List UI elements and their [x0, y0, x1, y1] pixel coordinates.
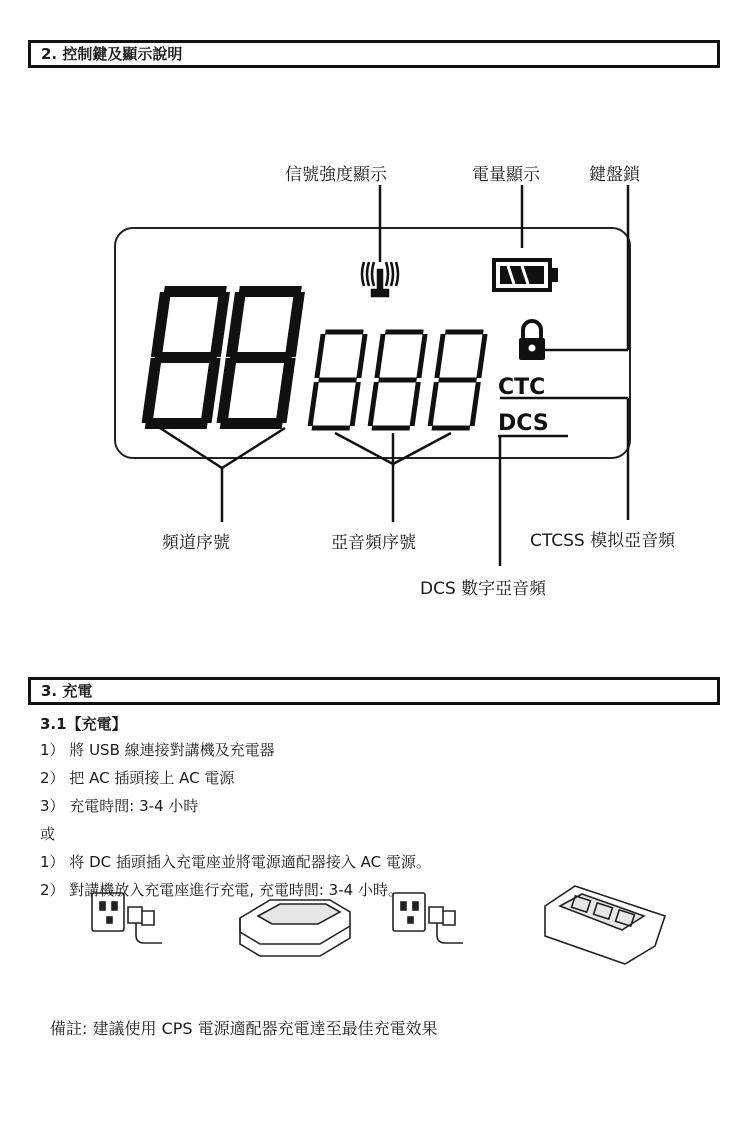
- signal-strength-icon: [362, 262, 398, 296]
- instruction-line: 1） 將 USB 線連接對講機及充電器: [40, 741, 275, 759]
- wall-adapter-icon-1: [92, 893, 162, 943]
- lock-icon: [519, 321, 545, 360]
- section-3-header: [28, 677, 720, 705]
- ctcss-label: CTCSS 模拟亞音頻: [530, 531, 676, 551]
- subtone-number-label: 亞音頻序號: [331, 533, 416, 553]
- instruction-line: 或: [40, 825, 56, 843]
- channel-digits: [141, 286, 306, 429]
- channel-number-label: 頻道序號: [162, 533, 230, 553]
- section-3-1-heading: 3.1【充電】: [40, 715, 127, 733]
- dcs-label: DCS 數字亞音頻: [420, 579, 547, 599]
- lcd-dcs-text: DCS: [498, 411, 549, 436]
- section-3-title: 3. 充電: [41, 682, 93, 700]
- subtone-digits: [310, 332, 485, 428]
- instruction-line: 2） 對講機放入充電座進行充電, 充電時間: 3-4 小時。: [40, 881, 403, 899]
- wall-adapter-icon-2: [393, 893, 463, 943]
- charging-dock-icon: [240, 900, 350, 956]
- instruction-line: 3） 充電時間: 3-4 小時: [40, 797, 199, 815]
- instruction-line: 2） 把 AC 插頭接上 AC 電源: [40, 769, 235, 787]
- battery-icon: [494, 260, 558, 290]
- section-2-title: 2. 控制鍵及顯示說明: [41, 45, 183, 63]
- keylock-label: 鍵盤鎖: [589, 165, 640, 185]
- signal-strength-label: 信號強度顯示: [285, 165, 387, 185]
- lcd-ctc-text: CTC: [498, 375, 546, 400]
- multi-charger-icon: [545, 886, 665, 964]
- battery-level-label: 電量顯示: [472, 165, 540, 185]
- charging-note: 備註: 建議使用 CPS 電源適配器充電達至最佳充電效果: [50, 1019, 438, 1038]
- instruction-line: 1） 将 DC 插頭插入充電座並將電源適配器接入 AC 電源。: [40, 853, 431, 871]
